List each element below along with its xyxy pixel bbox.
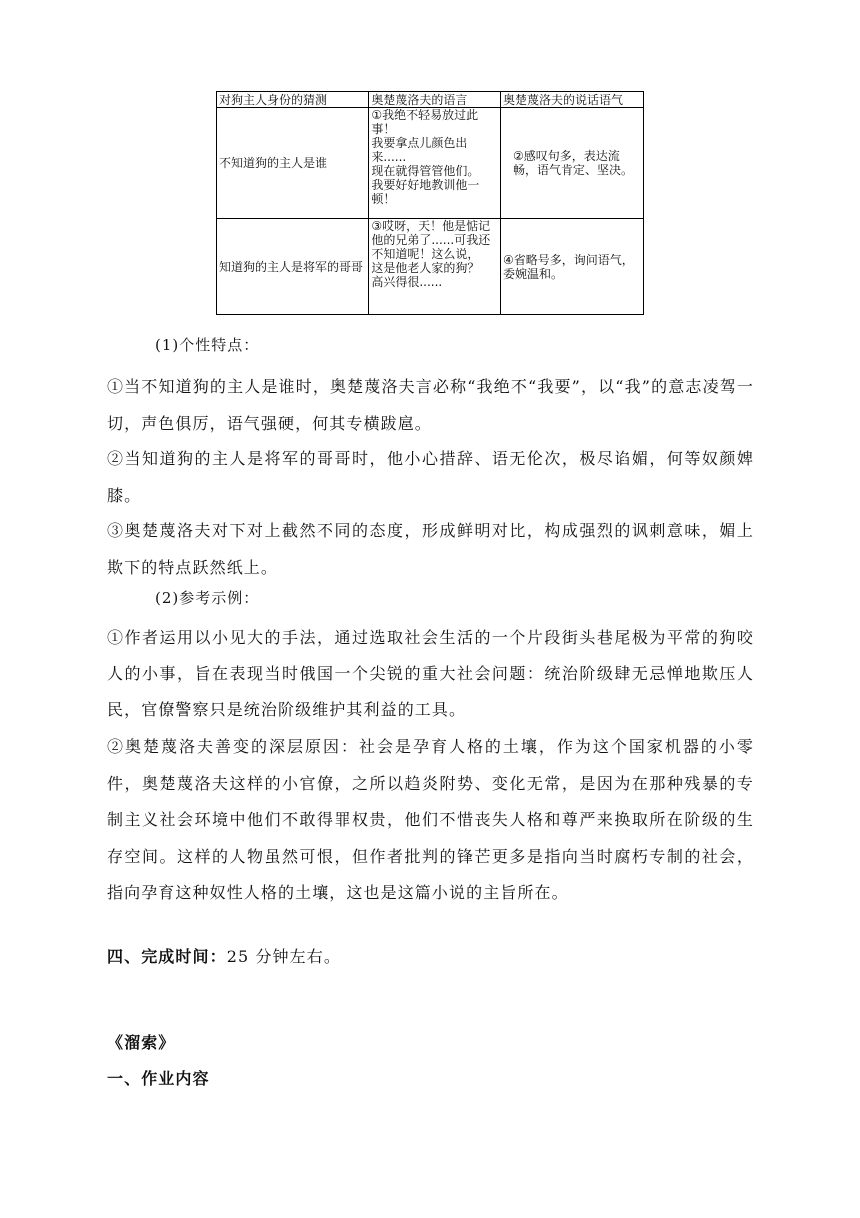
table-header-cell: 奥楚蔑洛夫的说话语气 — [500, 92, 643, 108]
language-line: 这是他老人家的狗？ — [371, 261, 480, 275]
language-cell — [369, 108, 501, 219]
tone-cell: ④省略号多，询问语气，委婉温和。 — [500, 219, 643, 315]
paragraph: ③奥楚蔑洛夫对下对上截然不同的态度，形成鲜明对比，构成强烈的讽刺意味，媚上欺下的特点跃然纸上。 — [107, 521, 754, 577]
paragraph: ②当知道狗的主人是将军的哥哥时，他小心措辞、语无伦次，极尽谄媚，何等奴颜婢膝。 — [107, 449, 754, 505]
condition-cell: 知道狗的主人是将军的哥哥 — [217, 219, 369, 315]
paragraph: ①当不知道狗的主人是谁时，奥楚蔑洛夫言必称“我绝不“我要”，以“我”的意志凌驾一切，声色俱厉，语气强硬，何其专横跋扈。 — [107, 377, 754, 433]
paragraph: ②奥楚蔑洛夫善变的深层原因：社会是孕育人格的土壤，作为这个国家机器的小零件，奥楚蔑洛夫这样的小官僚，之所以趋炎附势、变化无常，是因为在那种残暴的专制主义社会环境中他们不敢得罪权贵，他们不惜丧失人格和尊严来换取所在阶级的生存空间。这样的人物虽然可恨，但作者批判的锋芒更多是指向当时腐朽专制的社会，指向孕育这种奴性人格的土壤，这也是这篇小说的主旨所在。 — [107, 737, 754, 902]
language-line: 高兴得很...... — [371, 275, 443, 289]
completion-time-value: 25 分钟左右。 — [226, 947, 341, 966]
condition-cell: 不知道狗的主人是谁 — [217, 108, 369, 219]
completion-time-label: 四、完成时间： — [107, 947, 227, 966]
table-header-row — [217, 92, 644, 108]
table-header-cell: 对狗主人身份的猜测 — [217, 92, 369, 108]
language-line: 我要拿点儿颜色出来...... — [371, 136, 468, 164]
table-row — [217, 108, 644, 219]
language-line: 现在就得管管他们。 — [371, 164, 480, 178]
language-line: ③哎呀，天！他是惦记他的兄弟了......可我还不知道呢！这么说， — [371, 219, 491, 261]
next-heading: 一、作业内容 — [107, 1069, 210, 1088]
next-title: 《溜索》 — [107, 1033, 176, 1052]
table-row — [217, 219, 644, 315]
language-line: ①我绝不轻易放过此事！ — [371, 108, 479, 136]
table-header-cell: 奥楚蔑洛夫的语言 — [369, 92, 501, 108]
section-label-personality: (1)个性特点： — [155, 336, 260, 354]
paragraph: ①作者运用以小见大的手法，通过选取社会生活的一个片段街头巷尾极为平常的狗咬人的小事，旨在表现当时俄国一个尖锐的重大社会问题：统治阶级肆无忌惮地欺压人民，官僚警察只是统治阶级维护其利益的工具。 — [107, 628, 754, 719]
language-line: 我要好好地教训他一顿！ — [371, 178, 480, 206]
analysis-table — [216, 91, 644, 315]
section-label-example: (2)参考示例： — [155, 589, 260, 607]
language-cell — [369, 219, 501, 315]
completion-time — [107, 944, 341, 967]
tone-cell: ②感叹句多，表达流畅，语气肯定、坚决。 — [500, 108, 643, 219]
